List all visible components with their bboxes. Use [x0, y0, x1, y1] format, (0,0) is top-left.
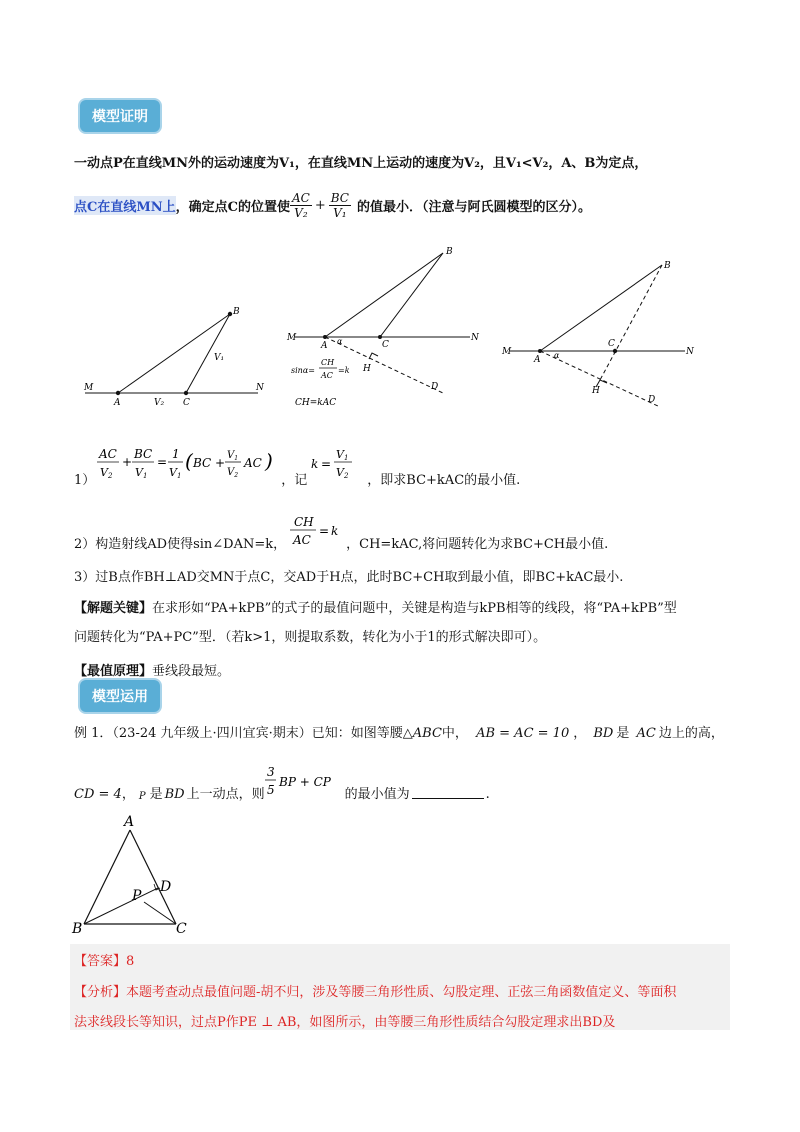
fig1-label-m: M: [84, 383, 94, 393]
fig2-label-alpha: α: [337, 337, 343, 346]
frac-num: BC: [330, 190, 349, 205]
proof-line-2: [74, 182, 591, 228]
svg-text:V2: V2: [336, 466, 349, 480]
frac-den: V₂: [294, 205, 308, 220]
example-text: 是: [616, 726, 630, 741]
figure-4: [70, 812, 200, 937]
key-label: 【解题关键】: [74, 601, 153, 616]
svg-text:AC: AC: [293, 533, 311, 547]
fig1-label-v1: V₁: [214, 353, 225, 363]
example-text: 例 1．（23-24 九年级上·四川宜宾·期末）已知：如图等腰: [74, 726, 403, 741]
step1-equation: [97, 438, 277, 488]
example-p: P: [138, 791, 146, 802]
proof-line-2-mid: ，确定点C的位置使: [175, 199, 290, 215]
svg-text:BC: BC: [134, 447, 153, 461]
svg-text:CH: CH: [294, 515, 314, 529]
step2-fraction: [286, 510, 346, 552]
fig2-ch-eq: CH=kAC: [295, 398, 337, 408]
fig3-label-alpha: α: [554, 351, 560, 360]
fig3-label-a: A: [534, 355, 541, 365]
example-text: 中，: [441, 726, 468, 741]
svg-text:k: k: [311, 457, 319, 471]
proof-line-1: 一动点P在直线MN外的运动速度为V₁，在直线MN上运动的速度为V₂，且V₁<V₂，A、B为定点，: [74, 156, 648, 171]
fig2-label-d: D: [431, 382, 439, 392]
highlight-point-c: 点C在直线MN上: [74, 196, 176, 215]
answer-label: 【答案】: [74, 954, 127, 969]
fig1-label-v2: V₂: [154, 398, 165, 408]
fraction-bc-v1: [329, 191, 351, 220]
example-line-2: [74, 762, 490, 802]
svg-text:V2: V2: [100, 466, 113, 480]
figure-3: [500, 255, 700, 415]
fig1-label-b: B: [233, 307, 240, 317]
section-tag-application: 模型运用: [80, 680, 160, 712]
svg-text:V1: V1: [135, 466, 148, 480]
frac-den: V₁: [333, 205, 347, 220]
fig4-label-d: D: [160, 879, 172, 895]
step1-note-prefix: ，记: [281, 473, 308, 488]
example-text: 上一动点，则: [186, 787, 265, 802]
svg-text:=: =: [321, 457, 332, 471]
fig2-label-m: M: [287, 333, 297, 343]
analysis-label: 【分析】: [74, 985, 127, 1000]
fig3-label-b: B: [664, 261, 671, 271]
fig4-label-c: C: [176, 921, 187, 937]
fig4-label-a: A: [124, 814, 135, 830]
svg-text:1: 1: [172, 447, 180, 461]
example-eq-ab-ac: AB = AC = 10: [476, 726, 570, 741]
key-line-1: [74, 597, 677, 616]
example-bd-2: BD: [164, 787, 185, 802]
svg-text:): ): [265, 449, 274, 473]
svg-text:V1: V1: [169, 466, 182, 480]
fig4-label-b: B: [72, 921, 83, 937]
svg-text:AC: AC: [244, 456, 263, 470]
plus-sign: +: [314, 197, 326, 213]
key-text-1: 在求形如“PA+kPB”的式子的最值问题中，关键是构造与kPB相等的线段，将“PA+kPB”型: [152, 601, 677, 616]
step2-text-1: 2）构造射线AD使得sin∠DAN=k，: [74, 537, 287, 552]
fig2-sin-den: AC: [321, 371, 333, 380]
svg-text:BP + CP: BP + CP: [278, 775, 331, 789]
fig2-label-a: A: [321, 341, 328, 351]
key-line-2: 问题转化为“PA+PC”型．（若k>1，则提取系数，转化为小于1的形式解决即可）。: [74, 630, 547, 645]
fig3-label-n: N: [686, 347, 694, 357]
example-bd: BD: [593, 726, 614, 741]
section-tag-proof: 模型证明: [80, 100, 160, 132]
example-cd: CD = 4: [74, 787, 122, 802]
fig3-label-d: D: [648, 395, 656, 405]
svg-text:3: 3: [266, 765, 275, 779]
example-ac: AC: [636, 726, 656, 741]
answer-blank[interactable]: [412, 798, 484, 799]
figure-1: [80, 300, 270, 410]
svg-text:V1: $V_1$: [227, 450, 239, 462]
fig2-sin-label: sinα=: [291, 366, 315, 375]
svg-text:(: (: [185, 449, 194, 473]
fig1-label-c: C: [183, 398, 190, 408]
example-text: ，: [121, 787, 135, 802]
step2-text-2: ，CH=kAC,将问题转化为求BC+CH最小值.: [346, 537, 609, 552]
analysis-line-1: [74, 981, 676, 1000]
example-text: .: [485, 787, 490, 802]
step-1: [74, 438, 520, 488]
frac-num: AC: [291, 190, 310, 205]
step-2: [74, 510, 608, 552]
example-expression: [265, 762, 345, 802]
fig3-label-m: M: [502, 347, 512, 357]
example-text: 的最小值为: [344, 787, 410, 802]
principle-line: [74, 660, 230, 679]
svg-text:=: =: [319, 524, 330, 538]
fig2-sin-eq: =k: [338, 366, 350, 375]
figure-2: [285, 245, 485, 415]
fig3-label-c: C: [608, 339, 615, 349]
example-text: ，: [573, 726, 587, 741]
answer-line: [74, 950, 134, 969]
fig2-label-c: C: [382, 340, 389, 350]
svg-text:5: 5: [266, 783, 275, 797]
step1-suffix: ，即求BC+kAC的最小值.: [367, 473, 521, 488]
analysis-line-2: 法求线段长等知识，过点P作PE ⊥ AB，如图所示，由等腰三角形性质结合勾股定理求出BD及: [74, 1015, 616, 1030]
svg-text:AC: AC: [99, 447, 118, 461]
fig1-label-a: A: [114, 398, 121, 408]
svg-text:BC +: BC +: [193, 456, 226, 470]
proof-line-2-end: 的值最小．（注意与阿氏圆模型的区分）。: [356, 199, 591, 215]
principle-text: 垂线段最短。: [152, 664, 231, 679]
example-triangle: △ABC: [402, 726, 442, 741]
fig2-label-n: N: [471, 333, 479, 343]
example-text: 是: [149, 787, 163, 802]
example-line-1: [74, 722, 724, 741]
analysis-text-1: 本题考查动点最值问题-胡不归，涉及等腰三角形性质、勾股定理、正弦三角函数值定义、等面积: [126, 985, 677, 1000]
answer-value: 8: [126, 954, 135, 969]
svg-text:V2: $V_2$: [227, 467, 239, 479]
svg-text:=: =: [157, 455, 168, 469]
fig3-label-h: H: [592, 386, 600, 396]
step1-prefix: 1）: [74, 473, 96, 488]
fig2-label-h: H: [363, 364, 371, 374]
svg-text:+: +: [122, 455, 133, 469]
principle-label: 【最值原理】: [74, 664, 153, 679]
step-3: 3）过B点作BH⊥AD交MN于点C，交AD于H点，此时BC+CH取到最小值，即BC+kAC最小.: [74, 570, 624, 585]
fig2-label-b: B: [446, 247, 453, 257]
svg-text:V1: V1: [336, 448, 349, 462]
fig4-label-p: P: [132, 888, 142, 904]
svg-text:k: k: [331, 524, 339, 538]
step1-k-equation: [307, 438, 367, 488]
fig1-label-n: N: [256, 383, 264, 393]
example-text: 边上的高，: [658, 726, 724, 741]
fraction-ac-v2: [290, 191, 312, 220]
fig2-sin-num: CH: [321, 358, 335, 367]
